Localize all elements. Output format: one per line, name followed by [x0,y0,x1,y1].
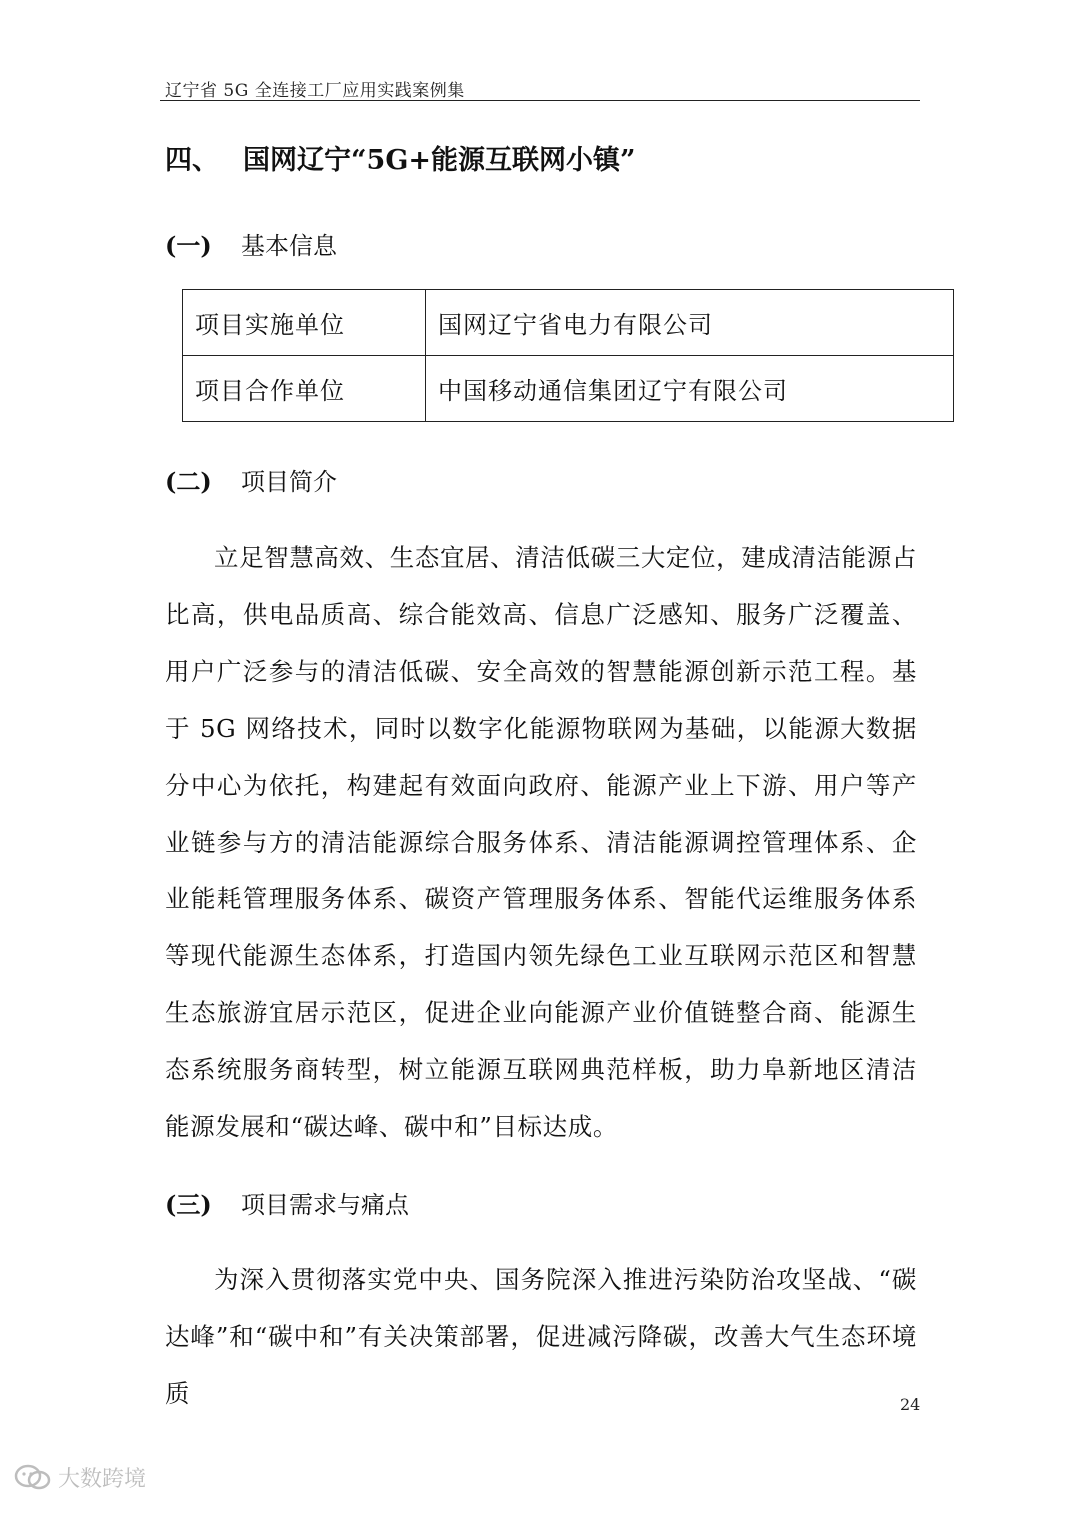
running-header: 辽宁省 5G 全连接工厂应用实践案例集 [165,81,465,101]
paragraph-needs: 为深入贯彻落实党中央、国务院深入推进污染防治攻坚战、“碳达峰”和“碳中和”有关决策部署，促进减污降碳，改善大气生态环境质 [165,1265,917,1408]
watermark-text: 大数跨境 [58,1467,147,1492]
header-rule [160,100,920,101]
info-table [182,289,954,422]
subheading-needs [165,1185,409,1220]
table-cell-value: 国网辽宁省电力有限公司 [426,290,954,356]
subheading-project-intro [165,462,337,497]
watermark [14,1462,146,1493]
section-title-text: 国网辽宁“5G+能源互联网小镇” [243,145,636,176]
subheading-basic-info [165,226,337,261]
paragraph-project-intro: 立足智慧高效、生态宜居、清洁低碳三大定位，建成清洁能源占比高，供电品质高、综合能效高、信息广泛感知、服务广泛覆盖、用户广泛参与的清洁低碳、安全高效的智慧能源创新示范工程。基于 5G 网络技术，同时以数字化能源物联网为基础，以能源大数据分中心为依托，构建起有效面向政府、能源产业上下游、用户等产业链参与方的清洁能源综合服务体系、清洁能源调控管理体系、企业能耗管理服务体系、碳资产管理服务体系、智能代运维服务体系等现代能源生态体系，打造国内领先绿色工业互联网示范区和智慧生态旅游宜居示范区，促进企业向能源产业价值链整合商、能源生态系统服务商转型，树立能源互联网典范样板，助力阜新地区清洁能源发展和“碳达峰、碳中和”目标达成。 [165,543,917,1142]
section-title [165,138,636,177]
subheading-title: 基本信息 [241,232,337,260]
section-number: 四、 [165,145,219,176]
table-cell-label: 项目合作单位 [183,356,426,422]
page-number: 24 [900,1395,921,1414]
subheading-title: 项目需求与痛点 [241,1191,409,1219]
wechat-logo-icon [14,1464,52,1492]
table-row [183,290,954,356]
table-row [183,356,954,422]
subheading-number: (一) [165,231,212,260]
subheading-number: (三) [165,1190,212,1219]
subheading-title: 项目简介 [241,468,337,496]
table-cell-value: 中国移动通信集团辽宁有限公司 [426,356,954,422]
table-cell-label: 项目实施单位 [183,290,426,356]
subheading-number: (二) [165,467,212,496]
